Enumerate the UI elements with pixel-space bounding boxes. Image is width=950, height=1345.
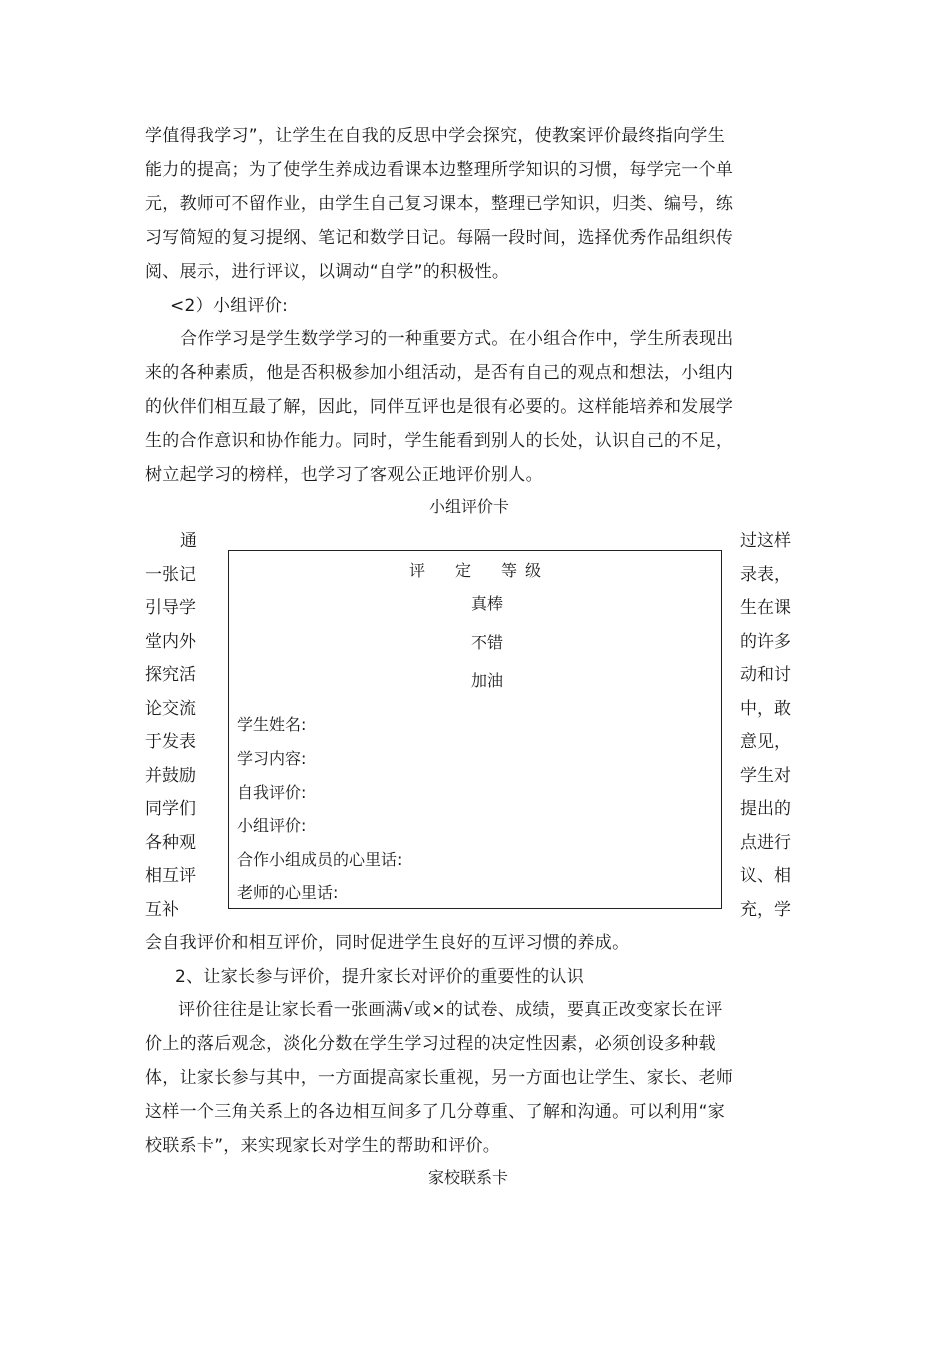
wrap-text: 学生对 xyxy=(740,766,791,786)
text-line: 习写简短的复习提纲、笔记和数学日记。每隔一段时间，选择优秀作品组织传 xyxy=(145,228,734,248)
card-field: 自我评价: xyxy=(237,783,307,802)
wrap-text: 同学们 xyxy=(145,799,196,819)
card-header xyxy=(229,560,721,582)
text-line: 的伙伴们相互最了解，因此，同伴互评也是很有必要的。这样能培养和发展学 xyxy=(145,397,734,417)
header-char: 定 xyxy=(454,561,471,580)
wrap-text: 引导学 xyxy=(145,598,196,618)
card-field: 合作小组成员的心里话: xyxy=(237,850,403,869)
text-line: 价上的落后观念，淡化分数在学生学习过程的决定性因素，必须创设多种载 xyxy=(145,1034,716,1054)
text-line: 能力的提高；为了使学生养成边看课本边整理所学知识的习惯，每学完一个单 xyxy=(145,160,734,180)
wrap-text: 于发表 xyxy=(145,732,196,752)
text-line: 这样一个三角关系上的各边相互间多了几分尊重、了解和沟通。可以利用“家 xyxy=(145,1102,726,1122)
wrap-text: 并鼓励 xyxy=(145,766,196,786)
wrap-text: 议、相 xyxy=(740,866,791,886)
wrap-text: 的许多 xyxy=(740,632,791,652)
wrap-text: 过这样 xyxy=(740,531,791,551)
wrap-text: 充，学 xyxy=(740,900,791,920)
grade-option: 加油 xyxy=(471,671,504,690)
grade-option: 不错 xyxy=(471,633,504,652)
text-line: 来的各种素质，他是否积极参加小组活动，是否有自己的观点和想法，小组内 xyxy=(145,363,734,383)
header-char: 等 xyxy=(501,561,518,580)
wrap-text: 生在课 xyxy=(740,598,791,618)
card-title: 小组评价卡 xyxy=(429,497,510,516)
text-line: 学值得我学习”，让学生在自我的反思中学会探究，使教案评价最终指向学生 xyxy=(145,126,726,146)
wrap-text: 相互评 xyxy=(145,866,196,886)
text-line: 阅、展示，进行评议，以调动“自学”的积极性。 xyxy=(145,262,510,282)
card2-title: 家校联系卡 xyxy=(428,1168,509,1187)
text-line: 评价往往是让家长看一张画满√或×的试卷、成绩，要真正改变家长在评 xyxy=(178,1000,723,1020)
text-line: 树立起学习的榜样，也学习了客观公正地评价别人。 xyxy=(145,465,543,485)
card-field: 学习内容: xyxy=(237,749,307,768)
wrap-text: 互补 xyxy=(145,900,179,920)
section-heading: <2）小组评价: xyxy=(170,296,289,316)
section-heading: 2、让家长参与评价，提升家长对评价的重要性的认识 xyxy=(175,967,585,987)
wrap-text: 录表， xyxy=(740,565,791,585)
wrap-text: 中，敢 xyxy=(740,699,791,719)
text-line: 生的合作意识和协作能力。同时，学生能看到别人的长处，认识自己的不足， xyxy=(145,431,734,451)
header-char: 级 xyxy=(525,561,542,580)
wrap-text: 意见， xyxy=(740,732,791,752)
text-line: 校联系卡”，来实现家长对学生的帮助和评价。 xyxy=(145,1136,501,1156)
wrap-text: 论交流 xyxy=(145,699,196,719)
wrap-text: 点进行 xyxy=(740,833,791,853)
text-line: 合作学习是学生数学学习的一种重要方式。在小组合作中，学生所表现出 xyxy=(180,329,734,349)
wrap-text: 堂内外 xyxy=(145,632,196,652)
grade-option: 真棒 xyxy=(471,594,504,613)
wrap-text: 各种观 xyxy=(145,833,196,853)
header-char: 评 xyxy=(408,561,425,580)
group-evaluation-card xyxy=(228,550,722,909)
card-field: 学生姓名: xyxy=(237,715,307,734)
wrap-text: 一张记 xyxy=(145,565,196,585)
wrap-text: 通 xyxy=(180,531,197,551)
text-line: 会自我评价和相互评价，同时促进学生良好的互评习惯的养成。 xyxy=(145,933,630,953)
card-field: 老师的心里话: xyxy=(237,883,339,902)
text-line: 体，让家长参与其中，一方面提高家长重视，另一方面也让学生、家长、老师 xyxy=(145,1068,734,1088)
card-field: 小组评价: xyxy=(237,816,307,835)
text-line: 元，教师可不留作业，由学生自己复习课本，整理已学知识，归类、编号，练 xyxy=(145,194,734,214)
wrap-text: 提出的 xyxy=(740,799,791,819)
wrap-text: 动和讨 xyxy=(740,665,791,685)
wrap-text: 探究活 xyxy=(145,665,196,685)
